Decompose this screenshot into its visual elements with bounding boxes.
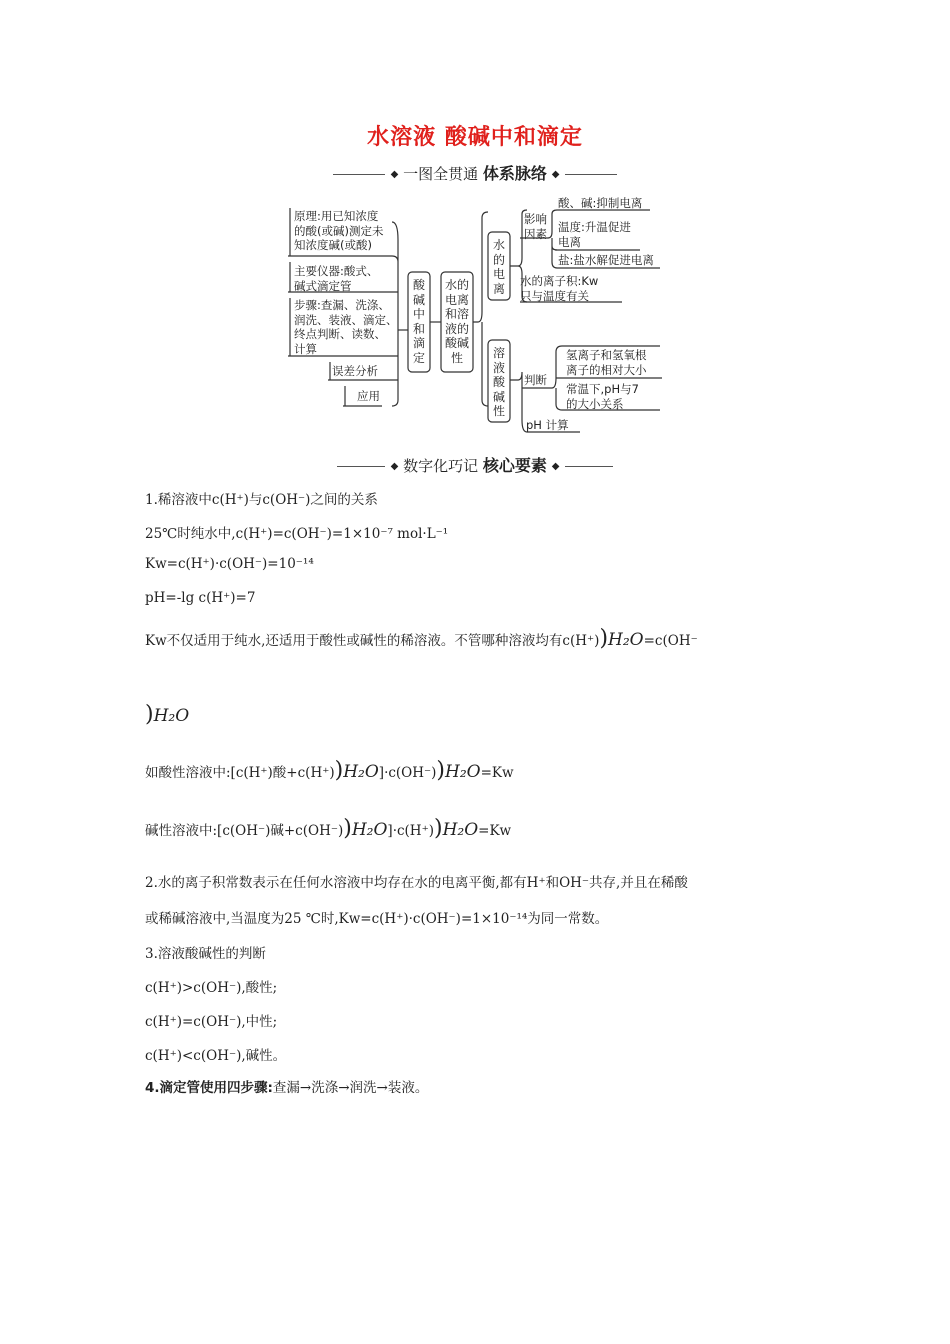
h2o-subscript: H₂O (351, 820, 388, 840)
h2o-subscript: H₂O (445, 762, 481, 782)
map-water-ionization: 水 的 电 离 (492, 238, 505, 296)
banner-rule (565, 466, 613, 467)
section3-item-neutral: c(H⁺)=c(OH⁻),中性; (145, 1014, 278, 1030)
section2-line2: 或稀碱溶液中,当温度为25 ℃时,Kw=c(H⁺)·c(OH⁻)=1×10⁻¹⁴为同一常数。 (145, 911, 609, 927)
h2o-subscript: H₂O (608, 630, 644, 650)
paren-close: ) (599, 626, 609, 651)
map-judge-label: 判断 (524, 373, 547, 387)
h2o-subscript: H₂O (343, 762, 379, 782)
map-principle: 原理:用已知浓度 的酸(或碱)测定未 知浓度碱(或酸) (294, 209, 384, 252)
h2o-subscript: H₂O (153, 706, 190, 726)
section4-heading: 4.滴定管使用四步骤: (145, 1080, 273, 1096)
acid-equation (145, 758, 514, 783)
section1-line4-cont (145, 702, 189, 727)
map-hub-water: 水的 电离 和溶 液的 酸碱 性 (444, 278, 469, 365)
paren-close: ) (145, 702, 154, 727)
section1-line1: 25℃时纯水中,c(H⁺)=c(OH⁻)=1×10⁻⁷ mol·L⁻¹ (145, 526, 449, 542)
map-judge-ph: 常温下,pH与7 的大小关系 (566, 382, 639, 411)
map-factors-label: 影响 因素 (524, 212, 547, 241)
diamond-icon: ◆ (551, 169, 560, 180)
map-hub-titration: 酸 碱 中 和 滴 定 (412, 278, 425, 365)
base-equation (145, 816, 511, 841)
section-banner-core (0, 453, 950, 476)
map-factor-temperature: 温度:升温促进 电离 (558, 220, 631, 249)
banner-left-text: 数字化巧记 (403, 457, 479, 475)
map-factor-acid-base: 酸、碱:抑制电离 (558, 196, 643, 210)
paren-close: ) (334, 758, 344, 783)
paren-close: ) (433, 816, 443, 841)
section1-line4 (145, 626, 698, 651)
line4-text: Kw不仅适用于纯水,还适用于酸性或碱性的稀溶液。不管哪种溶液均有c(H⁺) (145, 633, 600, 649)
diamond-icon: ◆ (390, 169, 399, 180)
section1-line2: Kw=c(H⁺)·c(OH⁻)=10⁻¹⁴ (145, 556, 314, 572)
base-end: =Kw (478, 823, 512, 839)
base-prefix: 碱性溶液中:[c(OH⁻)碱+c(OH⁻) (145, 823, 344, 839)
map-factor-salt: 盐:盐水解促进电离 (558, 253, 654, 267)
map-ion-product: 水的离子积:Kw 只与温度有关 (520, 274, 599, 303)
map-judge-ion-size: 氢离子和氢氧根 离子的相对大小 (566, 348, 647, 377)
section1-heading: 1.稀溶液中c(H⁺)与c(OH⁻)之间的关系 (145, 492, 378, 508)
section2-line1: 2.水的离子积常数表示在任何水溶液中均存在水的电离平衡,都有H⁺和OH⁻共存,并且在稀酸 (145, 875, 688, 891)
section4 (145, 1076, 428, 1096)
section3-item-acidic: c(H⁺)>c(OH⁻),酸性; (145, 980, 278, 996)
map-instruments: 主要仪器:酸式、 碱式滴定管 (294, 264, 379, 293)
section4-text: 查漏→洗涤→润洗→装液。 (272, 1080, 429, 1096)
map-ph-calc: pH 计算 (526, 418, 569, 432)
banner-right-text: 核心要素 (482, 456, 547, 475)
banner-right-text: 体系脉络 (482, 164, 547, 183)
acid-prefix: 如酸性溶液中:[c(H⁺)酸+c(H⁺) (145, 765, 335, 781)
base-mid: ]·c(H⁺) (387, 823, 434, 839)
section3-item-basic: c(H⁺)<c(OH⁻),碱性。 (145, 1048, 287, 1064)
map-error-analysis: 误差分析 (332, 364, 378, 378)
diamond-icon: ◆ (390, 461, 399, 472)
map-steps: 步骤:查漏、洗涤、 润洗、装液、滴定、 终点判断、读数、 计算 (294, 298, 398, 356)
paren-close: ) (436, 758, 446, 783)
h2o-subscript: H₂O (442, 820, 479, 840)
page-title: 水溶液 酸碱中和滴定 (367, 125, 583, 150)
section1-line3: pH=-lg c(H⁺)=7 (145, 590, 256, 606)
banner-left-text: 一图全贯通 (403, 165, 479, 183)
line4-eq: =c(OH⁻ (643, 633, 698, 649)
diamond-icon: ◆ (551, 461, 560, 472)
paren-close: ) (343, 816, 352, 841)
map-solution-acidity: 溶 液 酸 碱 性 (492, 346, 505, 418)
acid-end: =Kw (480, 765, 514, 781)
acid-mid: ]·c(OH⁻) (378, 765, 437, 781)
map-application: 应用 (357, 389, 380, 403)
banner-rule (337, 466, 385, 467)
section3-heading: 3.溶液酸碱性的判断 (145, 946, 266, 962)
